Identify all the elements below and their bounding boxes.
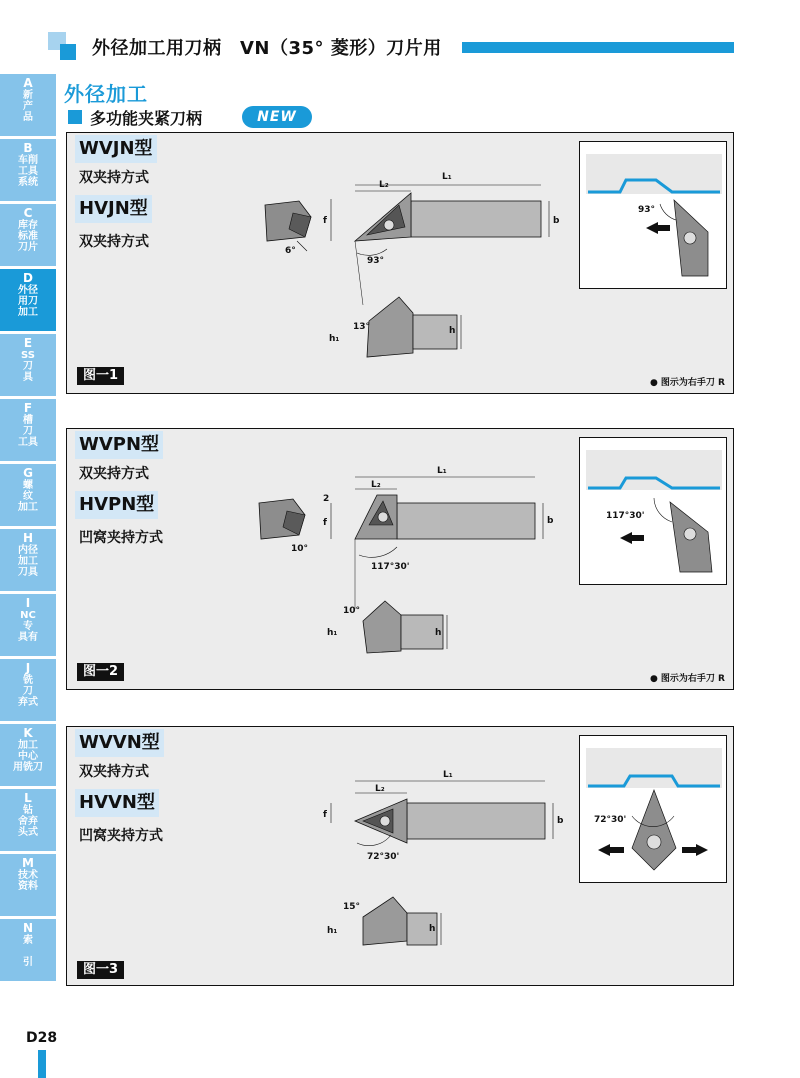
- new-badge: NEW: [242, 106, 312, 128]
- note-right-hand-1: ● 图示为右手刀 R: [649, 378, 725, 388]
- side-angle-text: 6°: [285, 246, 296, 256]
- dim-h: h: [449, 326, 456, 336]
- inset-angle: 117°30': [606, 511, 645, 521]
- section-title: 外径加工: [64, 82, 148, 106]
- inset-view: [579, 141, 727, 289]
- note-right-hand-2: ● 图示为右手刀 R: [649, 674, 725, 684]
- sidebar: [0, 74, 56, 984]
- dim-f: f: [323, 518, 327, 528]
- sidebar-item-g[interactable]: G 螺 纹 加工: [0, 464, 56, 526]
- sidebar-item-j[interactable]: J 铣 刀 弃式: [0, 659, 56, 721]
- inset-angle: 93°: [638, 205, 656, 215]
- dim-h1: h₁: [329, 334, 340, 344]
- dim-angle: 72°30': [367, 852, 400, 862]
- inset-view: [579, 735, 727, 883]
- inset-view: [579, 437, 727, 585]
- dim-top: 2: [323, 494, 330, 504]
- method-label-1: 双夹持方式: [79, 170, 149, 186]
- panel-wvpn: [66, 428, 734, 690]
- dim-f: f: [323, 216, 327, 226]
- dim-angle: 93°: [367, 256, 385, 266]
- inset-diagram: [580, 736, 726, 882]
- figure-label-2: 图一2: [77, 663, 124, 681]
- figure-label-1: 图一1: [77, 367, 124, 385]
- type-label-2: HVPN型: [75, 491, 158, 519]
- section-subtitle: 多功能夹紧刀柄: [90, 109, 203, 128]
- dim-h1: h₁: [327, 628, 338, 638]
- dim-b: b: [557, 816, 564, 826]
- sidebar-item-n[interactable]: N 索 引: [0, 919, 56, 981]
- sidebar-item-f[interactable]: F 槽 刀 工具: [0, 399, 56, 461]
- sidebar-item-c[interactable]: C 库存 标准 刀片: [0, 204, 56, 266]
- type-label-2: HVJN型: [75, 195, 152, 223]
- dim-l1: L₁: [442, 172, 452, 182]
- dim-h1: h₁: [327, 926, 338, 936]
- tool-diagram: [67, 429, 577, 689]
- method-label-2: 凹窝夹持方式: [79, 828, 163, 844]
- dim-h: h: [429, 924, 436, 934]
- inset-diagram: [580, 142, 726, 288]
- method-label-2: 凹窝夹持方式: [79, 530, 163, 546]
- inset-diagram: [580, 438, 726, 584]
- tool-diagram: [67, 727, 577, 985]
- dim-l1: L₁: [443, 770, 453, 780]
- dim-angle: 117°30': [371, 562, 410, 572]
- header-bar: [462, 42, 734, 53]
- dim-tilt: 13°: [353, 322, 371, 332]
- sidebar-item-m[interactable]: M 技术 资料: [0, 854, 56, 916]
- sidebar-item-d[interactable]: D 外径 用刀 加工: [0, 269, 56, 331]
- dim-l1: L₁: [437, 466, 447, 476]
- sidebar-item-e[interactable]: E SS 刀 具: [0, 334, 56, 396]
- sidebar-item-l[interactable]: L 钻 舍弃 头式: [0, 789, 56, 851]
- sidebar-item-k[interactable]: K 加工 中心 用铣刀: [0, 724, 56, 786]
- panel-wvvn: [66, 726, 734, 986]
- type-label-1: WVJN型: [75, 135, 157, 163]
- figure-label-3: 图一3: [77, 961, 124, 979]
- dim-tilt: 10°: [343, 606, 361, 616]
- panel-wvjn: [66, 132, 734, 394]
- page-number: D28: [26, 1030, 58, 1046]
- tool-diagram: [67, 133, 577, 393]
- sidebar-item-b[interactable]: B 车削 工具 系统: [0, 139, 56, 201]
- sidebar-item-a[interactable]: A 新 产 品: [0, 74, 56, 136]
- dim-l2: L₂: [379, 180, 389, 190]
- sidebar-item-h[interactable]: H 内径 加工 刀具: [0, 529, 56, 591]
- side-angle-text: 10°: [291, 544, 309, 554]
- dim-f: f: [323, 810, 327, 820]
- sidebar-item-i[interactable]: I NC 专 具有: [0, 594, 56, 656]
- dim-l2: L₂: [375, 784, 385, 794]
- dim-l2: L₂: [371, 480, 381, 490]
- type-label-2: HVVN型: [75, 789, 159, 817]
- dim-h: h: [435, 628, 442, 638]
- page-bar: [38, 1050, 46, 1078]
- method-label-1: 双夹持方式: [79, 764, 149, 780]
- method-label-2: 双夹持方式: [79, 234, 149, 250]
- inset-angle: 72°30': [594, 815, 627, 825]
- subtitle-square: [68, 110, 82, 124]
- type-label-1: WVPN型: [75, 431, 163, 459]
- header-square-dark: [60, 44, 76, 60]
- dim-b: b: [547, 516, 554, 526]
- dim-b: b: [553, 216, 560, 226]
- dim-tilt: 15°: [343, 902, 361, 912]
- type-label-1: WVVN型: [75, 729, 164, 757]
- page-title: 外径加工用刀柄 VN（35° 菱形）刀片用: [92, 38, 442, 59]
- method-label-1: 双夹持方式: [79, 466, 149, 482]
